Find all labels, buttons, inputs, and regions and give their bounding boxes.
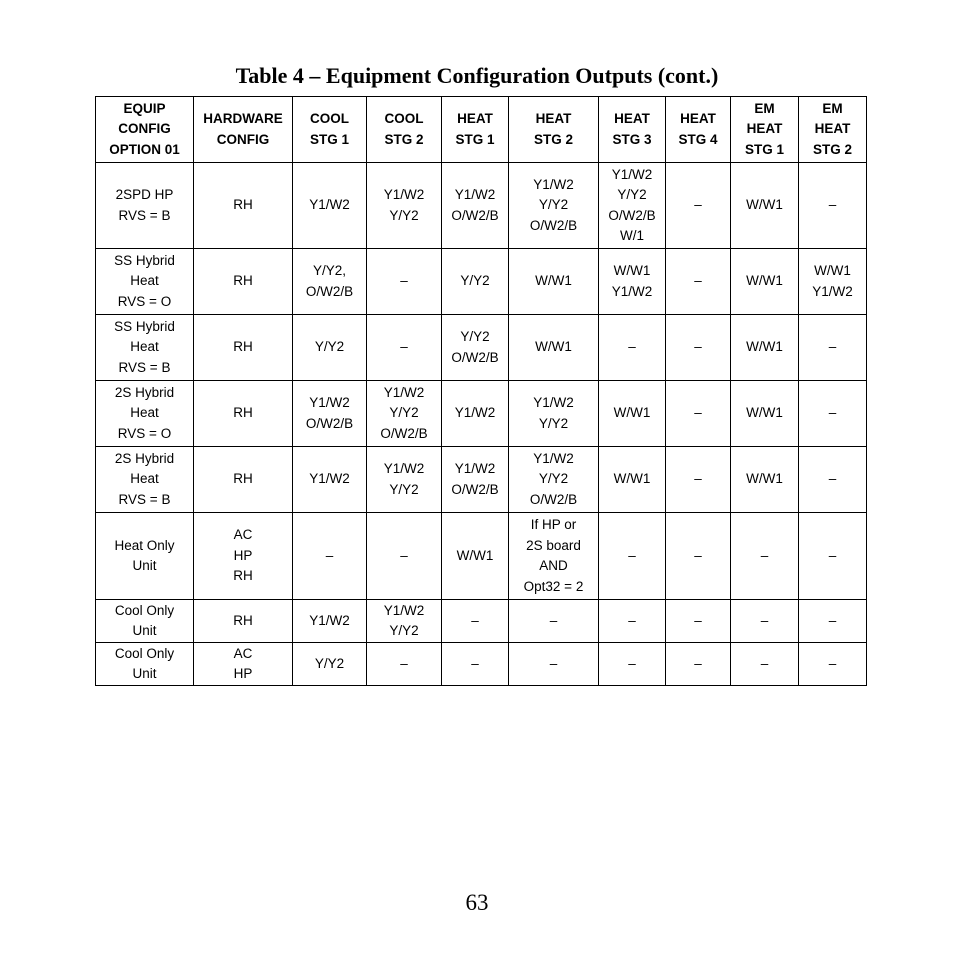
table-cell: AC HP — [194, 643, 293, 686]
equipment-config-table — [95, 96, 867, 686]
table-cell: – — [442, 600, 509, 643]
table-cell: Y1/W2 Y/Y2 O/W2/B — [509, 447, 599, 513]
table-cell: If HP or 2S board AND Opt32 = 2 — [509, 513, 599, 600]
table-cell: W/W1 — [509, 249, 599, 315]
table-cell: – — [731, 600, 799, 643]
table-cell: – — [799, 643, 867, 686]
table-cell: 2S Hybrid Heat RVS = O — [96, 381, 194, 447]
page-number: 63 — [465, 890, 489, 915]
table-cell: Y/Y2 — [293, 315, 367, 381]
table-row — [96, 513, 867, 600]
table-cell: RH — [194, 600, 293, 643]
table-cell: Y1/W2 Y/Y2 O/W2/B W/1 — [599, 163, 666, 249]
table-cell: AC HP RH — [194, 513, 293, 600]
table-cell: – — [367, 643, 442, 686]
table-cell: 2SPD HP RVS = B — [96, 163, 194, 249]
table-cell: – — [731, 643, 799, 686]
table-row — [96, 315, 867, 381]
table-cell: W/W1 — [509, 315, 599, 381]
table-row — [96, 643, 867, 686]
table-cell: – — [666, 249, 731, 315]
table-cell: W/W1 — [731, 315, 799, 381]
header-cell: HEAT STG 3 — [599, 97, 666, 163]
table-cell: – — [599, 600, 666, 643]
table-cell: – — [799, 381, 867, 447]
table-cell: – — [666, 163, 731, 249]
table-cell: – — [666, 315, 731, 381]
header-cell: EM HEAT STG 1 — [731, 97, 799, 163]
table-cell: – — [367, 249, 442, 315]
table-cell: Y1/W2 — [442, 381, 509, 447]
header-cell: EM HEAT STG 2 — [799, 97, 867, 163]
table-cell: W/W1 — [599, 381, 666, 447]
table-cell: RH — [194, 249, 293, 315]
table-cell: W/W1 Y1/W2 — [599, 249, 666, 315]
table-cell: Y1/W2 Y/Y2 — [367, 600, 442, 643]
header-cell: HARDWARE CONFIG — [194, 97, 293, 163]
table-cell: Y/Y2, O/W2/B — [293, 249, 367, 315]
table-cell: – — [509, 643, 599, 686]
table-cell: Y/Y2 O/W2/B — [442, 315, 509, 381]
table-cell: Cool Only Unit — [96, 643, 194, 686]
table-cell: W/W1 — [731, 447, 799, 513]
table-cell: – — [367, 315, 442, 381]
table-cell: – — [599, 315, 666, 381]
table-title: Table 4 – Equipment Configuration Outputs (cont.) — [235, 63, 719, 88]
table-cell: – — [666, 447, 731, 513]
table-row — [96, 163, 867, 249]
table-cell: W/W1 Y1/W2 — [799, 249, 867, 315]
table-cell: Y1/W2 — [293, 447, 367, 513]
table-cell: – — [666, 643, 731, 686]
table-cell: Y1/W2 Y/Y2 — [509, 381, 599, 447]
header-cell: EQUIP CONFIG OPTION 01 — [96, 97, 194, 163]
header-row — [96, 97, 867, 163]
table-cell: – — [509, 600, 599, 643]
table-cell: Y1/W2 O/W2/B — [293, 381, 367, 447]
table-cell: – — [799, 315, 867, 381]
table-cell: – — [666, 513, 731, 600]
table-cell: – — [599, 643, 666, 686]
table-cell: W/W1 — [731, 249, 799, 315]
table-cell: RH — [194, 447, 293, 513]
table-cell: Y1/W2 — [293, 600, 367, 643]
table-cell: – — [799, 447, 867, 513]
header-cell: HEAT STG 2 — [509, 97, 599, 163]
table-cell: W/W1 — [599, 447, 666, 513]
table-cell: – — [731, 513, 799, 600]
table-cell: – — [799, 163, 867, 249]
table-cell: – — [599, 513, 666, 600]
table-cell: Y/Y2 — [442, 249, 509, 315]
table-cell: – — [799, 513, 867, 600]
table-cell: – — [666, 600, 731, 643]
table-cell: – — [666, 381, 731, 447]
table-cell: W/W1 — [731, 381, 799, 447]
table-row — [96, 447, 867, 513]
table-cell: SS Hybrid Heat RVS = O — [96, 249, 194, 315]
table-cell: Y1/W2 Y/Y2 O/W2/B — [367, 381, 442, 447]
header-cell: HEAT STG 1 — [442, 97, 509, 163]
header-cell: COOL STG 1 — [293, 97, 367, 163]
header-cell: COOL STG 2 — [367, 97, 442, 163]
table-cell: Y1/W2 O/W2/B — [442, 447, 509, 513]
table-cell: Y1/W2 O/W2/B — [442, 163, 509, 249]
header-cell: HEAT STG 4 — [666, 97, 731, 163]
table-cell: Y1/W2 Y/Y2 — [367, 447, 442, 513]
table-cell: – — [367, 513, 442, 600]
table-cell: – — [293, 513, 367, 600]
table-cell: RH — [194, 163, 293, 249]
table-cell: Y/Y2 — [293, 643, 367, 686]
table-cell: Cool Only Unit — [96, 600, 194, 643]
table-cell: – — [442, 643, 509, 686]
table-cell: Heat Only Unit — [96, 513, 194, 600]
table-cell: Y1/W2 Y/Y2 O/W2/B — [509, 163, 599, 249]
table-cell: SS Hybrid Heat RVS = B — [96, 315, 194, 381]
table-cell: W/W1 — [442, 513, 509, 600]
table-cell: – — [799, 600, 867, 643]
table-cell: RH — [194, 381, 293, 447]
table-cell: Y1/W2 Y/Y2 — [367, 163, 442, 249]
table-row — [96, 381, 867, 447]
table-cell: RH — [194, 315, 293, 381]
table-row — [96, 249, 867, 315]
table-cell: W/W1 — [731, 163, 799, 249]
table-row — [96, 600, 867, 643]
table-cell: 2S Hybrid Heat RVS = B — [96, 447, 194, 513]
table-cell: Y1/W2 — [293, 163, 367, 249]
